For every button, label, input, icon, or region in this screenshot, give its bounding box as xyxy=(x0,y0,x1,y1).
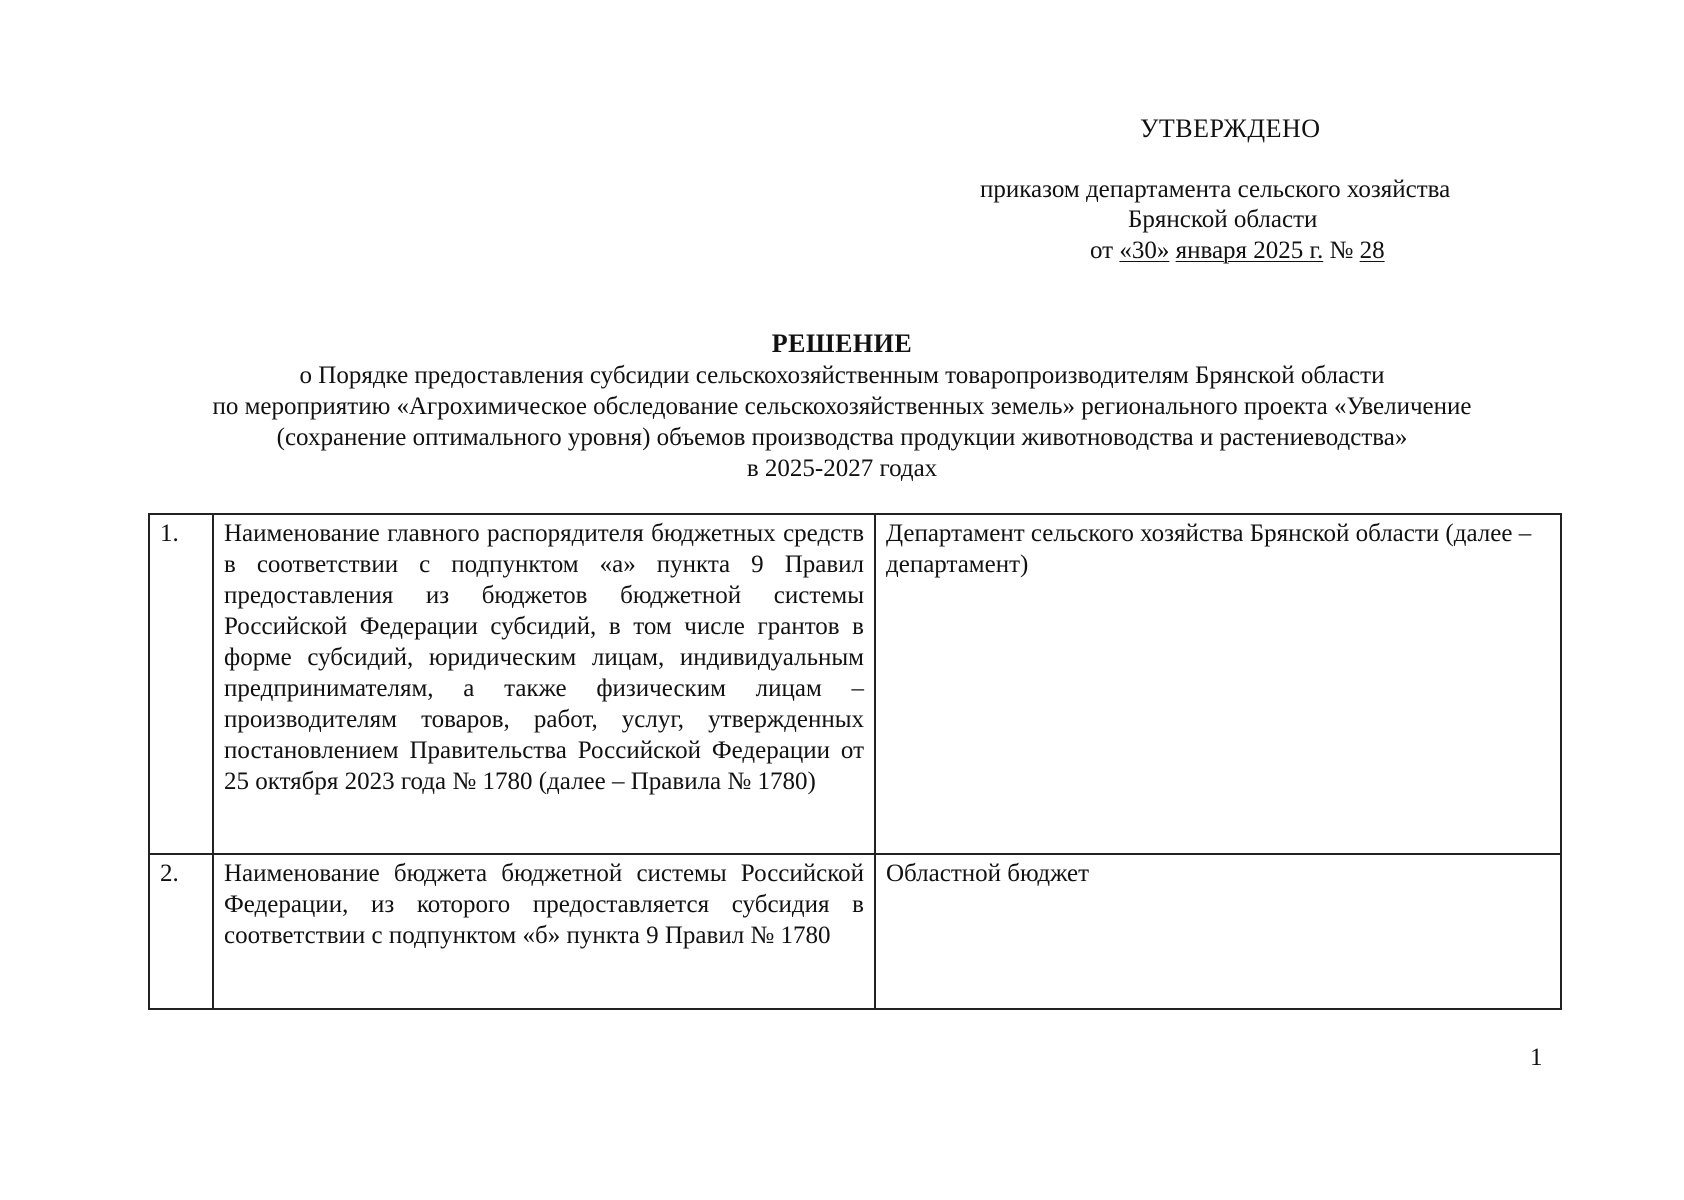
row-value-cell xyxy=(875,854,1561,1009)
date-month-year: января 2025 г. xyxy=(1175,237,1324,264)
decision-title: РЕШЕНИЕ xyxy=(771,329,913,358)
decision-table xyxy=(148,513,1562,1010)
row-label: Наименование бюджета бюджетной системы Российской Федерации, из которого предоставляется субсидия в соответствии с подпунктом «б» пункта 9 Правил № 1780 xyxy=(224,860,864,949)
approved-heading: УТВЕРЖДЕНО xyxy=(1140,114,1321,143)
row-number-cell xyxy=(149,514,213,854)
row-label: Наименование главного распорядителя бюджетных средств в соответствии с подпунктом «а» пункта 9 Правил предоставления из бюджетов бюджетной системы Российской Федерации субсидий, в том числе грантов в форме субсидий, юридическим лицам, индивидуальным предпринимателям, а также физическим лицам – производителям товаров, работ, услуг, утвержденных постановлением Правительства Российской Федерации от 25 октября 2023 года № 1780 (далее – Правила № 1780) xyxy=(224,520,864,795)
approval-block xyxy=(0,0,1684,280)
row-number: 1. xyxy=(160,520,179,547)
number-prefix: № xyxy=(1323,237,1360,264)
row-number-cell xyxy=(149,854,213,1009)
order-date-line xyxy=(1090,237,1385,265)
row-value: Областной бюджет xyxy=(886,860,1090,887)
table-row xyxy=(149,514,1561,854)
row-label-cell xyxy=(213,514,875,854)
row-value-cell xyxy=(875,514,1561,854)
row-label-cell xyxy=(213,854,875,1009)
decision-block xyxy=(80,328,1604,484)
row-number: 2. xyxy=(160,860,179,887)
row-value: Департамент сельского хозяйства Брянской области (далее – департамент) xyxy=(886,520,1532,578)
order-line-2: Брянской области xyxy=(1128,206,1318,233)
page-number: 1 xyxy=(1530,1044,1543,1071)
order-line-1: приказом департамента сельского хозяйства xyxy=(980,176,1451,203)
decision-subtitle-line: о Порядке предоставления субсидии сельскохозяйственным товаропроизводителям Брянской области xyxy=(299,362,1385,389)
decision-subtitle-line: по мероприятию «Агрохимическое обследование сельскохозяйственных земель» регионального проекта «Увеличение xyxy=(212,393,1472,420)
table-row xyxy=(149,854,1561,1009)
decision-subtitle-line: (сохранение оптимального уровня) объемов производства продукции животноводства и растениеводства» xyxy=(276,424,1408,451)
date-day: «30» xyxy=(1119,237,1170,264)
decision-subtitle-line: в 2025-2027 годах xyxy=(746,455,938,482)
order-number: 28 xyxy=(1359,237,1385,264)
date-prefix: от xyxy=(1090,237,1120,264)
